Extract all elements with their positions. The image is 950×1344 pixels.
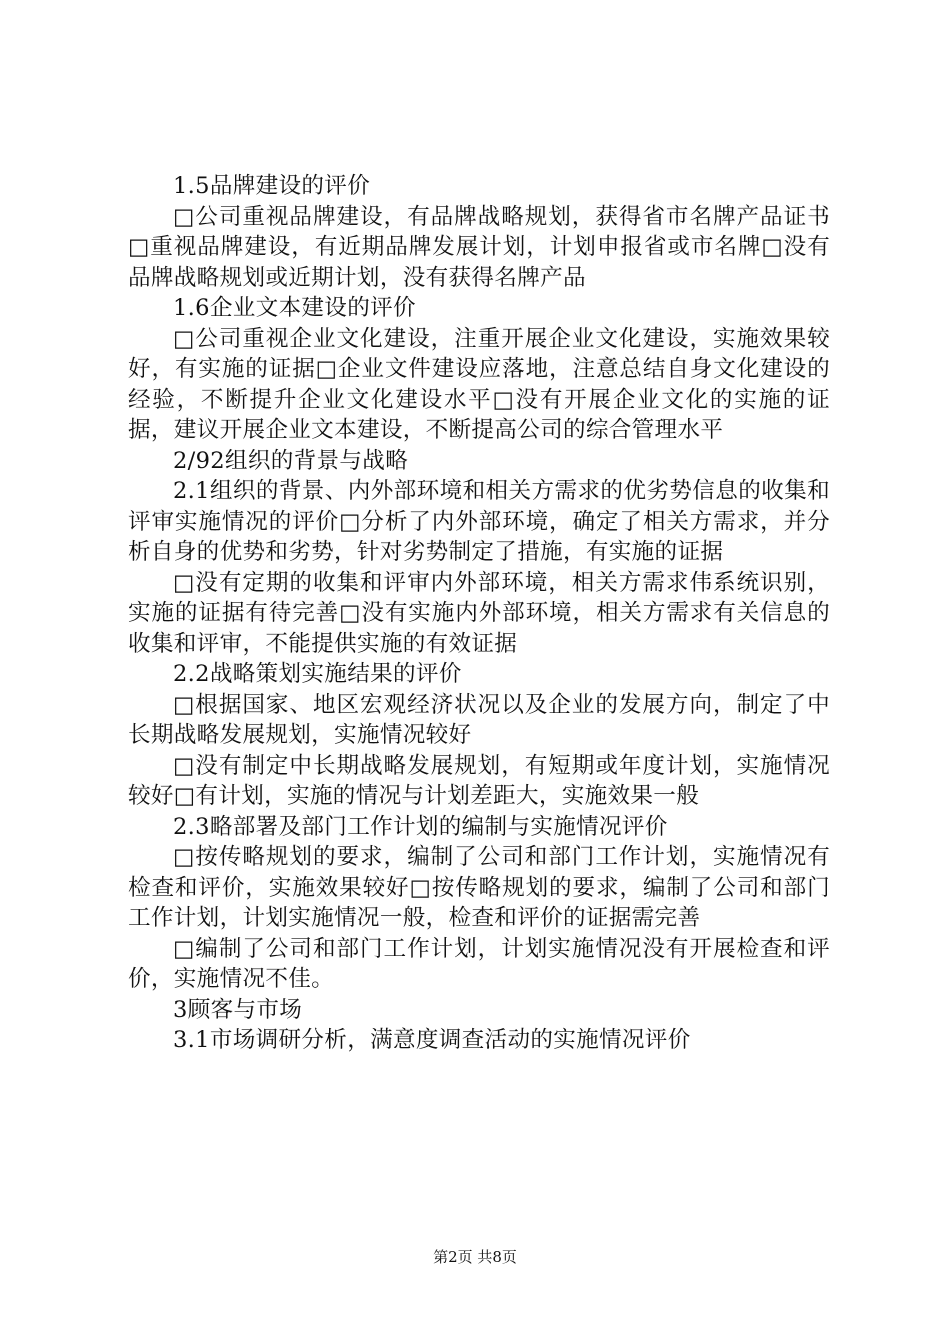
section-heading-1-5: 1.5品牌建设的评价 <box>173 173 371 199</box>
section-heading-3-1: 3.1市场调研分析，满意度调查活动的实施情况评价 <box>173 1027 691 1053</box>
section-heading-2: 2/92组织的背景与战略 <box>173 447 409 474</box>
paragraph-2-2-option-a: □根据国家、地区宏观经济状况以及企业的发展方向，制定了中长期战略发展规划，实施情况较好 <box>128 691 830 748</box>
paragraph-culture-options: □公司重视企业文化建设，注重开展企业文化建设，实施效果较好，有实施的证据□企业文件建设应落地，注意总结自身文化建设的经验，不断提升企业文化建设水平□没有开展企业文化的实施的证据，建议开展企业文本建设，不断提高公司的综合管理水平 <box>128 325 830 443</box>
paragraph-brand-options: □公司重视品牌建设，有品牌战略规划，获得省市名牌产品证书□重视品牌建设，有近期品牌发展计划，计划申报省或市名牌□没有品牌战略规划或近期计划，没有获得名牌产品 <box>128 203 830 291</box>
section-heading-2-2: 2.2战略策划实施结果的评价 <box>173 661 462 687</box>
paragraph-2-2-option-b: □没有制定中长期战略发展规划，有短期或年度计划，实施情况较好□有计划，实施的情况与计划差距大，实施效果一般 <box>128 752 830 809</box>
paragraph-2-1-options: □没有定期的收集和评审内外部环境，相关方需求伟系统识别，实施的证据有待完善□没有实施内外部环境，相关方需求有关信息的收集和评审，不能提供实施的有效证据 <box>128 569 830 657</box>
section-heading-1-6: 1.6企业文本建设的评价 <box>173 295 416 321</box>
paragraph-2-3-options: □按传略规划的要求，编制了公司和部门工作计划，实施情况有检查和评价，实施效果较好□按传略规划的要求，编制了公司和部门工作计划，计划实施情况一般，检查和评价的证据需完善 <box>128 844 830 931</box>
page-footer: 第2页 共8页 <box>433 1248 517 1266</box>
document-body <box>128 171 830 1056</box>
paragraph-2-1: 2.1组织的背景、内外部环境和相关方需求的优劣势信息的收集和评审实施情况的评价□分析了内外部环境，确定了相关方需求，并分析自身的优势和劣势，针对劣势制定了措施，有实施的证据 <box>128 478 830 565</box>
section-heading-3: 3顾客与市场 <box>173 996 303 1023</box>
paragraph-2-3-option-c: □编制了公司和部门工作计划，计划实施情况没有开展检查和评价，实施情况不佳。 <box>128 935 830 992</box>
section-heading-2-3: 2.3略部署及部门工作计划的编制与实施情况评价 <box>173 813 668 840</box>
